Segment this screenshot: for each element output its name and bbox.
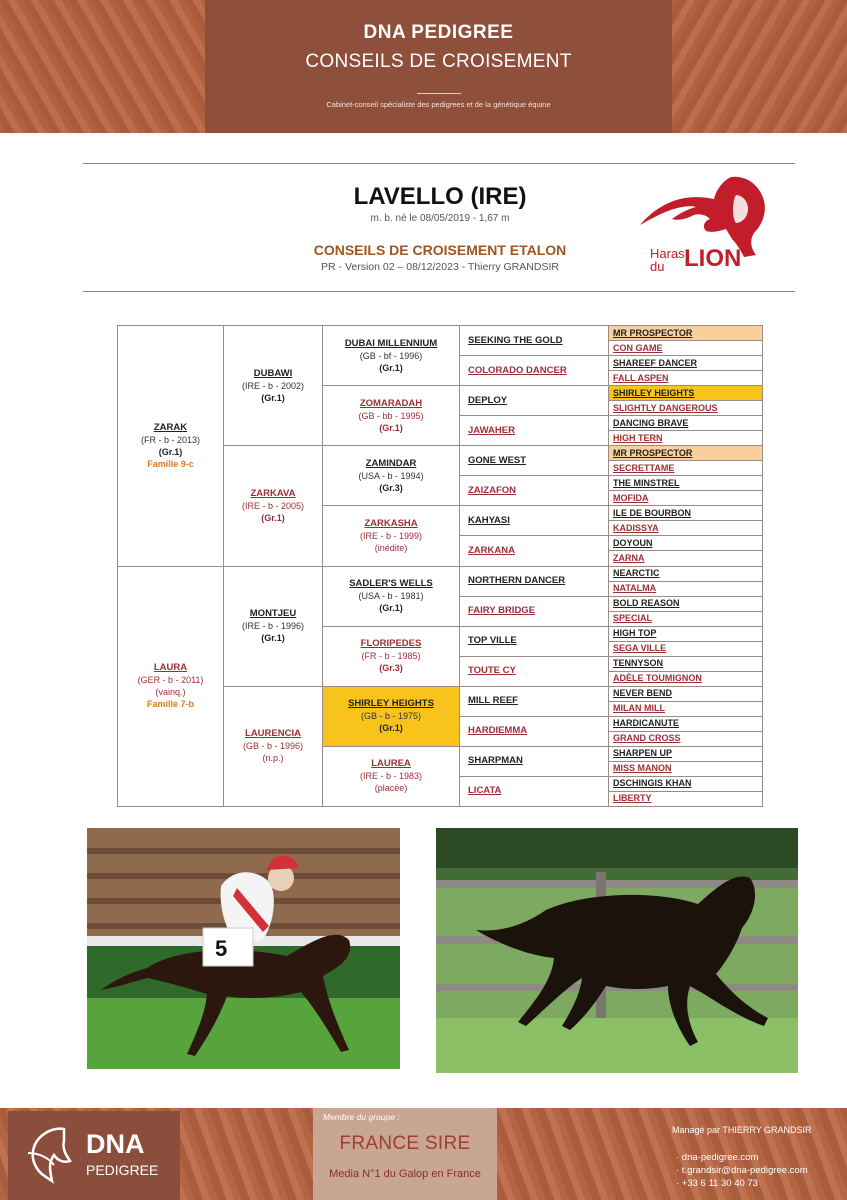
- family-label: Famille 7-b: [146, 699, 194, 710]
- horse-name-link[interactable]: THE MINSTREL: [613, 477, 680, 488]
- horse-name-link[interactable]: TOUTE CY: [468, 665, 516, 677]
- gen5-cell: [608, 581, 763, 597]
- gen5-cell: [608, 716, 763, 732]
- horse-grade: (Gr.1): [379, 723, 403, 734]
- gen3-cell: [322, 325, 460, 386]
- gen4-cell: [459, 716, 609, 747]
- gen4-cell: [459, 475, 609, 506]
- horse-name-link[interactable]: NEVER BEND: [613, 688, 673, 699]
- logo-haras-text: Haras du: [650, 246, 685, 274]
- gen5-cell: [608, 355, 763, 371]
- horse-grade: (placée): [374, 783, 408, 794]
- gen5-cell: [608, 746, 763, 762]
- gen3-cell: [322, 626, 460, 687]
- horse-name-link[interactable]: MR PROSPECTOR: [613, 447, 693, 458]
- gen4-cell: [459, 566, 609, 597]
- gen5-cell: [608, 460, 763, 476]
- gen5-cell: [608, 475, 763, 491]
- header-divider: [417, 93, 461, 94]
- gen4-cell: [459, 626, 609, 657]
- horse-info: (IRE - b - 1996): [241, 621, 305, 632]
- horse-name-link[interactable]: DEPLOY: [468, 394, 508, 406]
- horse-name-link[interactable]: ILE DE BOURBON: [613, 507, 692, 518]
- horse-name-link[interactable]: NEARCTIC: [613, 568, 660, 579]
- horse-name-link[interactable]: SHIRLEY HEIGHTS: [613, 387, 695, 398]
- gen5-cell: [608, 686, 763, 702]
- horse-name-link[interactable]: HARDICANUTE: [613, 718, 679, 729]
- gen5-cell: [608, 370, 763, 386]
- header-subtitle: CONSEILS DE CROISEMENT: [305, 51, 572, 72]
- horse-name-link[interactable]: ZARNA: [613, 552, 645, 563]
- horse-name: LAVELLO (IRE): [353, 183, 527, 210]
- horse-name-link[interactable]: HIGH TOP: [613, 628, 657, 639]
- horse-name-link[interactable]: FALL ASPEN: [613, 372, 669, 383]
- horse-info: (GB - bb - 1995): [358, 410, 424, 421]
- header-title: DNA PEDIGREE: [363, 22, 514, 43]
- footer-pedigree-text: PEDIGREE: [86, 1162, 159, 1178]
- horse-head-icon: [24, 1123, 80, 1187]
- horse-name-link[interactable]: KAHYASI: [468, 514, 510, 526]
- horse-name-link[interactable]: NATALMA: [613, 583, 657, 594]
- gen2-cell: [223, 445, 323, 566]
- gen5-cell: [608, 415, 763, 431]
- gen5-cell: [608, 520, 763, 536]
- france-sire-tagline: Media N°1 du Galop en France: [329, 1168, 481, 1180]
- horse-name-link[interactable]: MILL REEF: [468, 695, 518, 707]
- horse-name-link[interactable]: SHARPEN UP: [613, 748, 673, 759]
- horse-name-link[interactable]: ZAIZAFON: [468, 484, 517, 496]
- gen5-cell: [608, 535, 763, 551]
- horse-name-link[interactable]: COLORADO DANCER: [468, 364, 567, 376]
- horse-info: (FR - b - 2013): [140, 434, 200, 445]
- horse-name-link[interactable]: SPECIAL: [613, 613, 653, 624]
- gen3-cell: [322, 445, 460, 506]
- gen4-cell: [459, 535, 609, 566]
- contact-site[interactable]: · dna-pedigree.com: [676, 1152, 759, 1163]
- gen2-cell: [223, 566, 323, 687]
- footer-banner: [0, 1108, 847, 1200]
- race-photo: [87, 828, 400, 1069]
- gen4-cell: [459, 385, 609, 416]
- gen3-cell: [322, 566, 460, 627]
- gen3-cell: [322, 746, 460, 807]
- gen3-cell: [322, 385, 460, 446]
- gen5-cell: [608, 701, 763, 717]
- gen5-cell: [608, 430, 763, 446]
- france-sire-panel: [313, 1108, 497, 1200]
- horse-name-link[interactable]: TENNYSON: [613, 658, 664, 669]
- gen4-cell: [459, 596, 609, 627]
- bottom-rule: [83, 291, 795, 292]
- horse-info: (GER - b - 2011): [137, 675, 204, 686]
- header-tagline: Cabinet-conseil spécialiste des pedigrees et de la génétique équine: [326, 100, 551, 109]
- horse-name-link[interactable]: SEEKING THE GOLD: [468, 334, 563, 346]
- horse-info: (GB - b - 1975): [360, 711, 422, 722]
- horse-details: m. b. né le 08/05/2019 - 1,67 m: [370, 213, 510, 224]
- horse-name-link[interactable]: CON GAME: [613, 342, 663, 353]
- horse-name-link[interactable]: MONTJEU: [249, 608, 297, 620]
- gen4-cell: [459, 355, 609, 386]
- horse-name-link[interactable]: LIBERTY: [613, 793, 652, 804]
- horse-name-link[interactable]: SECRETTAME: [613, 462, 675, 473]
- header-banner: [0, 0, 847, 133]
- horse-name-link[interactable]: ZARKASHA: [364, 517, 418, 529]
- horse-info: (IRE - b - 1983): [359, 771, 423, 782]
- horse-name-link[interactable]: KADISSYA: [613, 522, 659, 533]
- horse-name-link[interactable]: SLIGHTLY DANGEROUS: [613, 402, 718, 413]
- haras-du-lion-logo: [636, 173, 768, 275]
- gen3-cell: [322, 686, 460, 747]
- horse-name-link[interactable]: ADÈLE TOUMIGNON: [613, 673, 702, 684]
- horse-name-link[interactable]: NORTHERN DANCER: [468, 575, 566, 587]
- horse-name-link[interactable]: LICATA: [468, 785, 502, 797]
- footer-dna-text: DNA: [86, 1129, 145, 1159]
- gen4-cell: [459, 445, 609, 476]
- horse-name-link[interactable]: ZOMARADAH: [359, 397, 423, 409]
- gen5-cell: [608, 611, 763, 627]
- horse-info: (GB - b - 1996): [242, 741, 304, 752]
- horse-name-link[interactable]: SADLER'S WELLS: [349, 578, 433, 590]
- horse-name-link[interactable]: FLORIPEDES: [360, 638, 422, 650]
- horse-grade: (Gr.1): [261, 633, 285, 644]
- horse-info: (USA - b - 1994): [358, 470, 424, 481]
- horse-name-link[interactable]: HARDIEMMA: [468, 725, 528, 737]
- gen5-cell: [608, 656, 763, 672]
- gen5-cell: [608, 445, 763, 461]
- header-center-panel: [205, 0, 672, 133]
- gen4-cell: [459, 776, 609, 807]
- gen4-cell: [459, 325, 609, 356]
- gen1-cell: [117, 566, 224, 808]
- horse-name-link[interactable]: SHARPMAN: [468, 755, 523, 767]
- horse-grade: (vainq.): [155, 687, 186, 698]
- gen5-cell: [608, 550, 763, 566]
- gen2-cell: [223, 686, 323, 807]
- horse-name-link[interactable]: LAURA: [153, 662, 188, 674]
- horse-grade: (Gr.1): [379, 422, 403, 433]
- horse-info: (USA - b - 1981): [358, 591, 424, 602]
- contact-email[interactable]: · t.grandsir@dna-pedigree.com: [676, 1165, 808, 1176]
- gen5-cell: [608, 641, 763, 657]
- gen5-cell: [608, 505, 763, 521]
- horse-grade: (Gr.1): [379, 362, 403, 373]
- gen5-cell: [608, 400, 763, 416]
- horse-name-link[interactable]: JAWAHER: [468, 424, 515, 436]
- contact-phone[interactable]: · +33 6 11 30 40 73: [676, 1178, 758, 1189]
- horse-grade: (n.p.): [262, 753, 284, 764]
- gen4-cell: [459, 686, 609, 717]
- gen5-cell: [608, 340, 763, 356]
- gen5-cell: [608, 490, 763, 506]
- header-texture-right: [672, 0, 847, 133]
- horse-info: (IRE - b - 2002): [241, 380, 305, 391]
- gen5-cell: [608, 791, 763, 807]
- gen3-cell: [322, 505, 460, 566]
- horse-grade: (Gr.1): [379, 603, 403, 614]
- gen1-cell: [117, 325, 224, 567]
- horse-name-link[interactable]: ZAMINDAR: [365, 457, 417, 469]
- horse-grade: (inédite): [374, 542, 408, 553]
- managed-by: Managé par THIERRY GRANDSIR: [672, 1125, 812, 1135]
- horse-name-link[interactable]: DSCHINGIS KHAN: [613, 778, 692, 789]
- horse-name-link[interactable]: MISS MANON: [613, 763, 672, 774]
- gen5-cell: [608, 731, 763, 747]
- horse-name-link[interactable]: FAIRY BRIDGE: [468, 605, 536, 617]
- horse-grade: (Gr.1): [261, 512, 285, 523]
- saddle-number: 5: [215, 936, 228, 961]
- horse-name-link[interactable]: BOLD REASON: [613, 598, 680, 609]
- gen4-cell: [459, 505, 609, 536]
- header-texture-left: [0, 0, 205, 133]
- horse-grade: (Gr.3): [379, 482, 403, 493]
- horse-name-link[interactable]: GONE WEST: [468, 454, 527, 466]
- gen5-cell: [608, 385, 763, 401]
- horse-name-link[interactable]: DUBAI MILLENNIUM: [344, 337, 438, 349]
- gen4-cell: [459, 746, 609, 777]
- gen5-cell: [608, 596, 763, 612]
- horse-name-link[interactable]: GRAND CROSS: [613, 733, 681, 744]
- section-title: CONSEILS DE CROISEMENT ETALON: [313, 242, 567, 258]
- contact-panel: [646, 1108, 847, 1200]
- horse-name-link[interactable]: LAURENCIA: [245, 728, 301, 740]
- horse-name-link[interactable]: DOYOUN: [613, 537, 653, 548]
- top-rule: [83, 163, 795, 164]
- horse-name-link[interactable]: LAUREA: [371, 758, 411, 770]
- paddock-photo: [436, 828, 798, 1073]
- member-label: Membre du groupe :: [323, 1112, 400, 1122]
- horse-name-link[interactable]: SEGA VILLE: [613, 643, 667, 654]
- horse-grade: (Gr.3): [379, 663, 403, 674]
- gen5-cell: [608, 566, 763, 582]
- horse-name-link[interactable]: SHIRLEY HEIGHTS: [348, 698, 434, 710]
- horse-name-link[interactable]: DUBAWI: [253, 367, 293, 379]
- horse-name-link[interactable]: ZARKANA: [468, 544, 515, 556]
- horse-grade: (Gr.1): [158, 446, 183, 457]
- horse-grade: (Gr.1): [261, 392, 285, 403]
- pedigree-table: [117, 325, 762, 806]
- horse-info: (GB - bf - 1996): [359, 350, 423, 361]
- gen4-cell: [459, 415, 609, 446]
- horse-name-link[interactable]: ZARAK: [153, 421, 188, 433]
- horse-name-link[interactable]: ZARKAVA: [250, 487, 296, 499]
- gen2-cell: [223, 325, 323, 446]
- horse-name-link[interactable]: DANCING BRAVE: [613, 417, 689, 428]
- gen4-cell: [459, 656, 609, 687]
- gen5-cell: [608, 671, 763, 687]
- horse-name-link[interactable]: MOFIDA: [613, 492, 649, 503]
- horse-name-link[interactable]: SHAREEF DANCER: [613, 357, 698, 368]
- horse-name-link[interactable]: MR PROSPECTOR: [613, 327, 693, 338]
- horse-name-link[interactable]: TOP VILLE: [468, 635, 517, 647]
- gen5-cell: [608, 626, 763, 642]
- horse-name-link[interactable]: HIGH TERN: [613, 432, 663, 443]
- version-line: PR - Version 02 – 08/12/2023 - Thierry GRANDSIR: [321, 261, 559, 273]
- gen5-cell: [608, 761, 763, 777]
- gen5-cell: [608, 776, 763, 792]
- horse-name-link[interactable]: MILAN MILL: [613, 703, 665, 714]
- footer-dna-logo: [8, 1111, 180, 1200]
- logo-lion-text: LION: [684, 245, 742, 272]
- horse-info: (FR - b - 1985): [361, 651, 421, 662]
- family-label: Famille 9-c: [147, 458, 194, 469]
- france-sire-title: FRANCE SIRE: [339, 1133, 471, 1154]
- gen5-cell: [608, 325, 763, 341]
- horse-info: (IRE - b - 2005): [241, 500, 305, 511]
- horse-info: (IRE - b - 1999): [359, 530, 423, 541]
